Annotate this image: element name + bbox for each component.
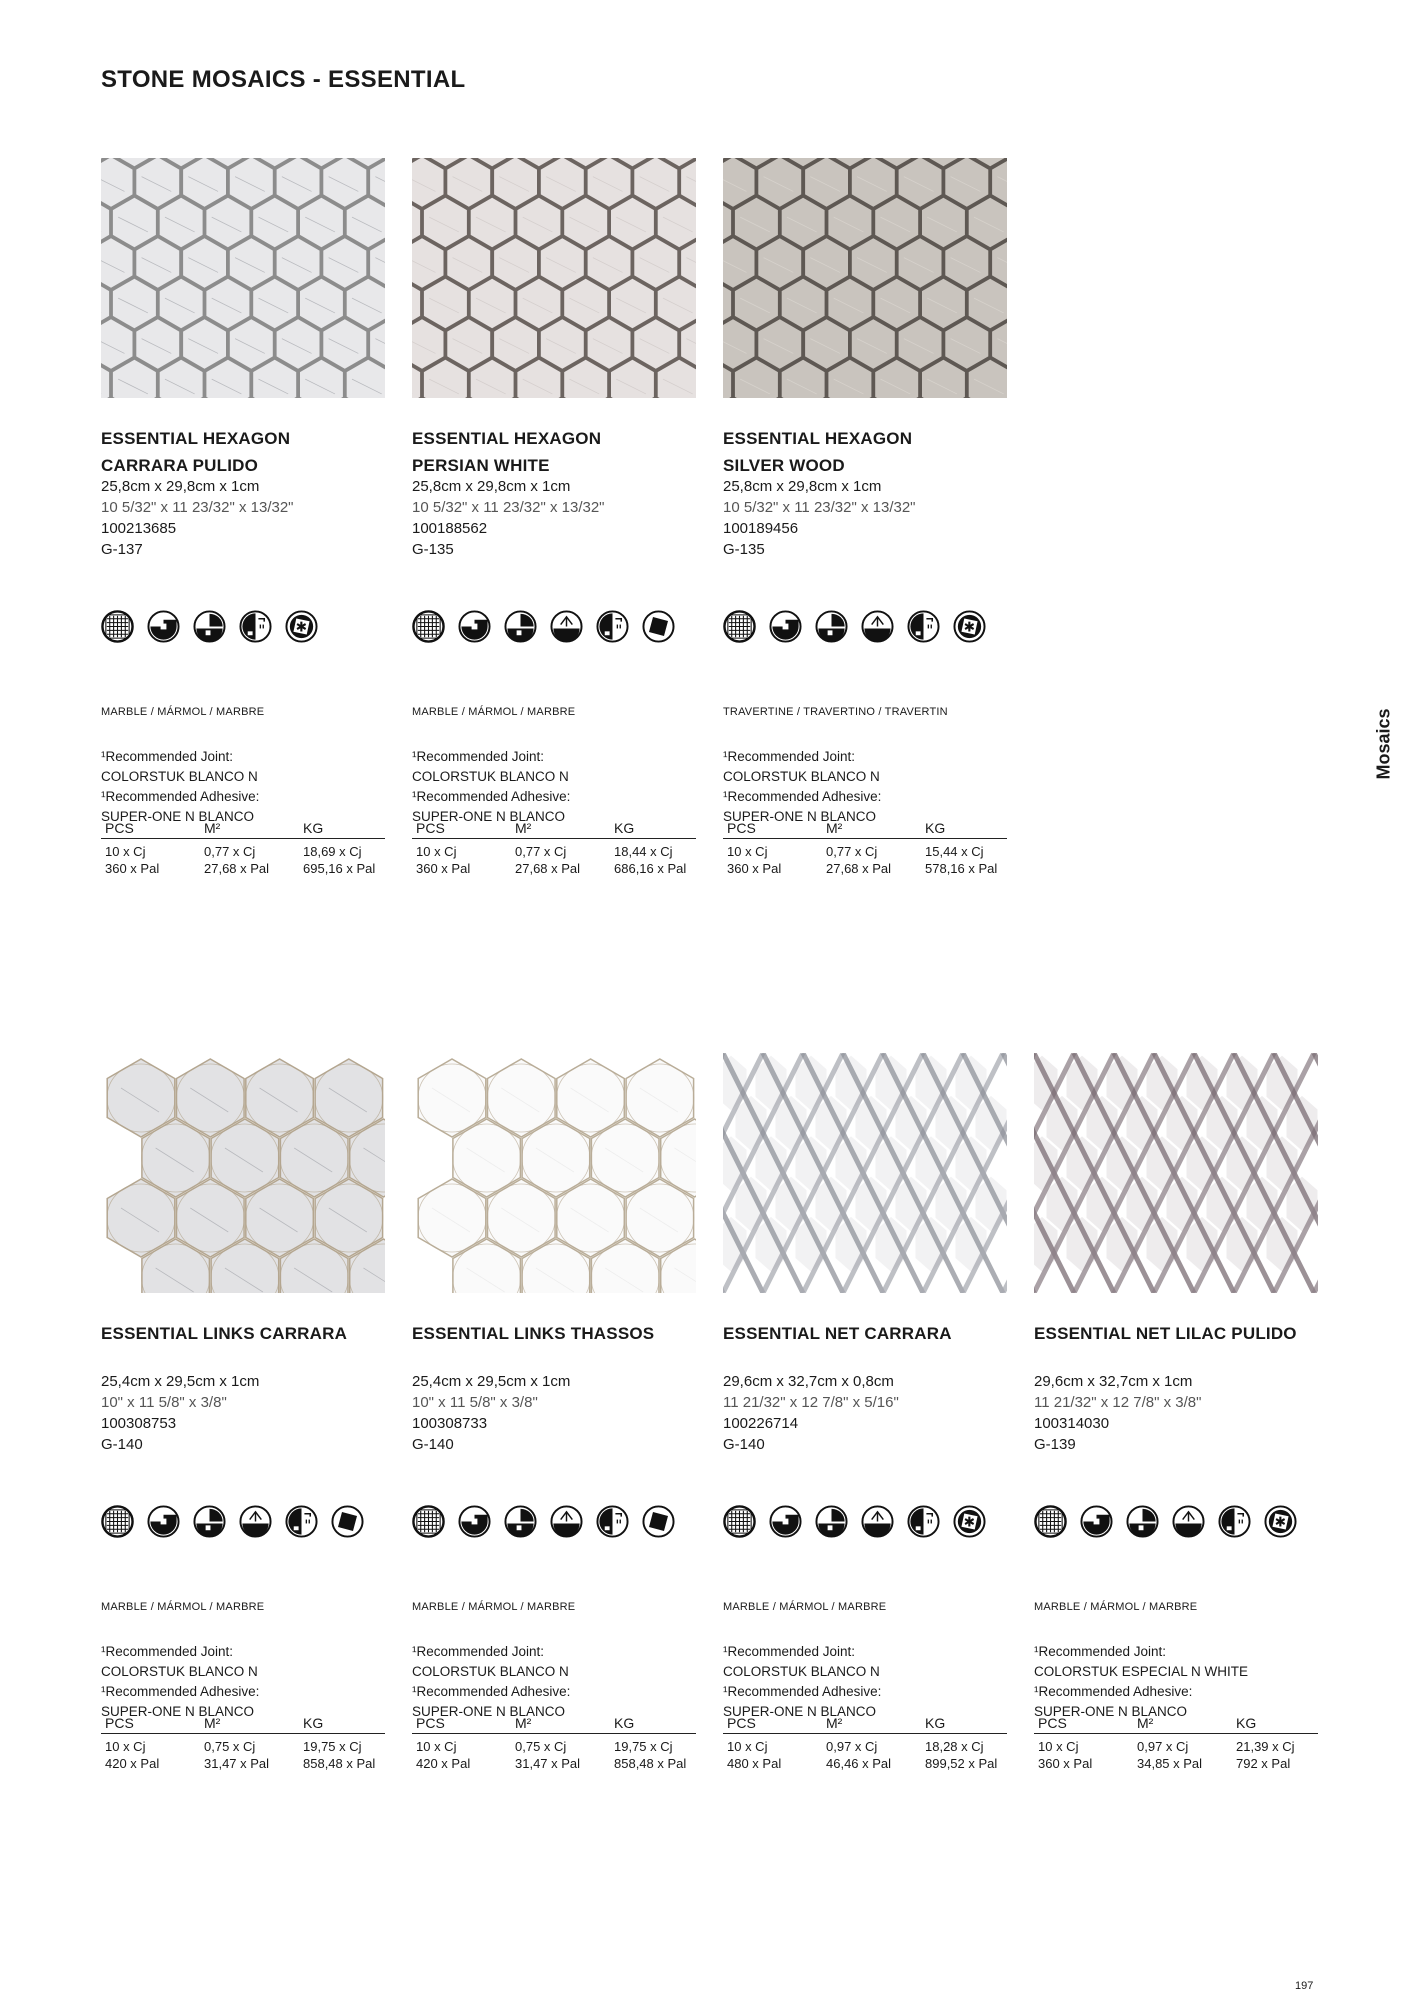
kg-cell: 18,28 x Cj	[925, 1739, 984, 1754]
packaging-header-row	[101, 1715, 385, 1734]
usage-icons	[723, 1505, 986, 1539]
joint-value: COLORSTUK BLANCO N	[723, 1664, 880, 1679]
outdoor-icon	[861, 610, 894, 643]
header-kg: KG	[610, 1715, 696, 1734]
wall-icon	[147, 1505, 180, 1538]
floor-icon	[193, 1505, 226, 1538]
m2-cell: 27,68 x Pal	[204, 861, 270, 876]
pcs-cell: 10 x Cj	[105, 1739, 146, 1754]
m2-cell: 31,47 x Pal	[515, 1756, 581, 1771]
product-specs	[723, 1371, 899, 1455]
floor-icon	[1126, 1505, 1159, 1538]
product-specs	[1034, 1371, 1201, 1455]
usage-icons	[101, 1505, 364, 1539]
tile-image	[723, 1053, 1007, 1293]
pcs-cell: 420 x Pal	[416, 1756, 471, 1771]
packaging-row	[723, 1755, 1007, 1772]
product-name-line2: PERSIAN WHITE	[412, 456, 550, 475]
product-image	[101, 158, 385, 398]
pcs-cell: 10 x Cj	[416, 1739, 457, 1754]
size-metric: 25,4cm x 29,5cm x 1cm	[412, 1373, 571, 1390]
square-tile-icon	[331, 1505, 364, 1538]
product-group: G-135	[412, 541, 454, 558]
product-name	[412, 1320, 702, 1347]
packaging-header-row	[412, 1715, 696, 1734]
product-group: G-140	[412, 1436, 454, 1453]
header-kg: KG	[921, 820, 1007, 839]
adhesive-value: SUPER-ONE N BLANCO	[412, 809, 566, 824]
header-kg: KG	[299, 1715, 385, 1734]
packaging-table	[723, 820, 1007, 877]
page-title: STONE MOSAICS - ESSENTIAL	[101, 66, 466, 93]
recommendations	[412, 1642, 570, 1722]
m2-cell: 0,77 x Cj	[204, 844, 256, 859]
square-tile-icon	[642, 1505, 675, 1538]
product-specs	[412, 476, 605, 560]
header-m2: M²	[511, 820, 610, 839]
pcs-cell: 10 x Cj	[727, 1739, 768, 1754]
joint-label: ¹Recommended Joint:	[412, 1644, 545, 1659]
product-code: 100213685	[101, 520, 177, 537]
packaging-table	[101, 1715, 385, 1772]
usage-icons	[412, 1505, 675, 1539]
header-pcs: PCS	[412, 820, 511, 839]
floor-icon	[193, 610, 226, 643]
joint-label: ¹Recommended Joint:	[723, 1644, 856, 1659]
material-type: MARBLE / MÁRMOL / MARBRE	[723, 1601, 887, 1613]
header-m2: M²	[822, 1715, 921, 1734]
m2-cell: 31,47 x Pal	[204, 1756, 270, 1771]
m2-cell: 0,75 x Cj	[204, 1739, 256, 1754]
wall-icon	[147, 610, 180, 643]
adhesive-label: ¹Recommended Adhesive:	[412, 789, 571, 804]
material-type: TRAVERTINE / TRAVERTINO / TRAVERTIN	[723, 706, 948, 718]
product-name-line1: ESSENTIAL NET CARRARA	[723, 1324, 952, 1343]
header-kg: KG	[1232, 1715, 1318, 1734]
kg-cell: 19,75 x Cj	[614, 1739, 673, 1754]
size-metric: 25,4cm x 29,5cm x 1cm	[101, 1373, 260, 1390]
floor-icon	[504, 610, 537, 643]
size-metric: 29,6cm x 32,7cm x 0,8cm	[723, 1373, 894, 1390]
product-specs	[723, 476, 916, 560]
product-code: 100189456	[723, 520, 799, 537]
frost-icon	[285, 610, 318, 643]
pcs-cell: 420 x Pal	[105, 1756, 160, 1771]
pcs-cell: 10 x Cj	[1038, 1739, 1079, 1754]
wall-icon	[1080, 1505, 1113, 1538]
shower-icon	[285, 1505, 318, 1538]
m2-cell: 34,85 x Pal	[1137, 1756, 1203, 1771]
product-group: G-137	[101, 541, 143, 558]
material-type: MARBLE / MÁRMOL / MARBRE	[1034, 1601, 1198, 1613]
shower-icon	[596, 610, 629, 643]
usage-icons	[723, 610, 986, 644]
wall-icon	[769, 1505, 802, 1538]
joint-value: COLORSTUK ESPECIAL N WHITE	[1034, 1664, 1249, 1679]
kg-cell: 18,69 x Cj	[303, 844, 362, 859]
joint-label: ¹Recommended Joint:	[1034, 1644, 1167, 1659]
frost-icon	[953, 610, 986, 643]
size-metric: 25,8cm x 29,8cm x 1cm	[101, 478, 260, 495]
m2-cell: 0,97 x Cj	[826, 1739, 878, 1754]
header-pcs: PCS	[101, 1715, 200, 1734]
net-strip	[1003, 1053, 1007, 1293]
shower-icon	[239, 610, 272, 643]
joint-value: COLORSTUK BLANCO N	[723, 769, 880, 784]
kg-cell: 686,16 x Pal	[614, 861, 687, 876]
floor-icon	[504, 1505, 537, 1538]
joint-value: COLORSTUK BLANCO N	[412, 1664, 569, 1679]
material-type: MARBLE / MÁRMOL / MARBRE	[412, 1601, 576, 1613]
pcs-cell: 10 x Cj	[105, 844, 146, 859]
material-type: MARBLE / MÁRMOL / MARBRE	[412, 706, 576, 718]
m2-cell: 0,77 x Cj	[826, 844, 878, 859]
joint-label: ¹Recommended Joint:	[412, 749, 545, 764]
size-imperial: 11 21/32" x 12 7/8" x 5/16"	[723, 1394, 899, 1411]
packaging-row	[723, 860, 1007, 877]
frost-icon	[953, 1505, 986, 1538]
packaging-header-row	[412, 820, 696, 839]
pcs-cell: 360 x Pal	[1038, 1756, 1093, 1771]
header-m2: M²	[200, 1715, 299, 1734]
mesh-icon	[101, 610, 134, 643]
recommendations	[412, 747, 570, 827]
joint-value: COLORSTUK BLANCO N	[101, 769, 258, 784]
product-image	[412, 158, 696, 398]
kg-cell: 858,48 x Pal	[303, 1756, 376, 1771]
kg-cell: 578,16 x Pal	[925, 861, 998, 876]
wall-icon	[458, 610, 491, 643]
m2-cell: 0,77 x Cj	[515, 844, 567, 859]
adhesive-value: SUPER-ONE N BLANCO	[1034, 1704, 1188, 1719]
size-imperial: 10" x 11 5/8" x 3/8"	[412, 1394, 538, 1411]
tile-image	[1034, 1053, 1318, 1293]
tile-image	[412, 1053, 696, 1293]
adhesive-value: SUPER-ONE N BLANCO	[101, 1704, 255, 1719]
pcs-cell: 360 x Pal	[105, 861, 160, 876]
packaging-table	[101, 820, 385, 877]
product-specs	[412, 1371, 570, 1455]
packaging-table	[412, 1715, 696, 1772]
kg-cell: 15,44 x Cj	[925, 844, 984, 859]
product-group: G-139	[1034, 1436, 1076, 1453]
svg-text:✱: ✱	[1274, 1514, 1287, 1531]
svg-text:✱: ✱	[963, 619, 976, 636]
mesh-icon	[412, 610, 445, 643]
m2-cell: 27,68 x Pal	[515, 861, 581, 876]
product-group: G-140	[101, 1436, 143, 1453]
joint-value: COLORSTUK BLANCO N	[412, 769, 569, 784]
adhesive-value: SUPER-ONE N BLANCO	[412, 1704, 566, 1719]
size-metric: 29,6cm x 32,7cm x 1cm	[1034, 1373, 1193, 1390]
product-image	[723, 158, 1007, 398]
packaging-table	[1034, 1715, 1318, 1772]
product-group: G-140	[723, 1436, 765, 1453]
tile-image	[723, 158, 1007, 398]
product-image	[1034, 1053, 1318, 1293]
product-name-line1: ESSENTIAL LINKS CARRARA	[101, 1324, 348, 1343]
kg-cell: 899,52 x Pal	[925, 1756, 998, 1771]
m2-cell: 0,75 x Cj	[515, 1739, 567, 1754]
m2-cell: 0,97 x Cj	[1137, 1739, 1189, 1754]
size-imperial: 10 5/32" x 11 23/32" x 13/32"	[723, 499, 916, 516]
product-specs	[101, 1371, 259, 1455]
product-code: 100314030	[1034, 1415, 1110, 1432]
m2-cell: 46,46 x Pal	[826, 1756, 892, 1771]
product-name-line2: SILVER WOOD	[723, 456, 845, 475]
tile-image	[101, 158, 385, 398]
wall-icon	[458, 1505, 491, 1538]
packaging-row	[723, 1734, 1007, 1756]
product-name	[723, 425, 1013, 479]
product-code: 100308753	[101, 1415, 177, 1432]
product-name-line1: ESSENTIAL HEXAGON	[723, 429, 913, 448]
recommendations	[723, 1642, 881, 1722]
product-name	[723, 1320, 1013, 1347]
size-metric: 25,8cm x 29,8cm x 1cm	[412, 478, 571, 495]
adhesive-value: SUPER-ONE N BLANCO	[101, 809, 255, 824]
header-pcs: PCS	[723, 1715, 822, 1734]
product-specs	[101, 476, 294, 560]
outdoor-icon	[550, 1505, 583, 1538]
recommendations	[101, 747, 259, 827]
packaging-row	[101, 1734, 385, 1756]
tile-image	[412, 158, 696, 398]
packaging-header-row	[1034, 1715, 1318, 1734]
material-type: MARBLE / MÁRMOL / MARBRE	[101, 1601, 265, 1613]
pcs-cell: 10 x Cj	[416, 844, 457, 859]
net-strip	[1314, 1053, 1318, 1293]
adhesive-label: ¹Recommended Adhesive:	[723, 789, 882, 804]
wall-icon	[769, 610, 802, 643]
size-imperial: 10 5/32" x 11 23/32" x 13/32"	[412, 499, 605, 516]
kg-cell: 19,75 x Cj	[303, 1739, 362, 1754]
packaging-row	[101, 1755, 385, 1772]
usage-icons	[101, 610, 318, 644]
product-code: 100308733	[412, 1415, 488, 1432]
packaging-header-row	[101, 820, 385, 839]
pcs-cell: 480 x Pal	[727, 1756, 782, 1771]
size-imperial: 10 5/32" x 11 23/32" x 13/32"	[101, 499, 294, 516]
outdoor-icon	[1172, 1505, 1205, 1538]
packaging-row	[101, 860, 385, 877]
header-pcs: PCS	[412, 1715, 511, 1734]
packaging-row	[412, 1755, 696, 1772]
outdoor-icon	[550, 610, 583, 643]
size-metric: 25,8cm x 29,8cm x 1cm	[723, 478, 882, 495]
packaging-row	[1034, 1755, 1318, 1772]
recommendations	[101, 1642, 259, 1722]
product-name	[101, 1320, 391, 1347]
product-name-line1: ESSENTIAL HEXAGON	[412, 429, 602, 448]
size-imperial: 11 21/32" x 12 7/8" x 3/8"	[1034, 1394, 1202, 1411]
product-image	[101, 1053, 385, 1293]
packaging-row	[1034, 1734, 1318, 1756]
product-name	[412, 425, 702, 479]
header-pcs: PCS	[723, 820, 822, 839]
recommendations	[723, 747, 881, 827]
joint-value: COLORSTUK BLANCO N	[101, 1664, 258, 1679]
shower-icon	[907, 1505, 940, 1538]
product-name-line1: ESSENTIAL HEXAGON	[101, 429, 291, 448]
header-m2: M²	[200, 820, 299, 839]
adhesive-label: ¹Recommended Adhesive:	[101, 1684, 260, 1699]
mesh-icon	[723, 610, 756, 643]
packaging-row	[412, 839, 696, 861]
section-side-label: Mosaics	[1373, 708, 1394, 780]
product-image	[723, 1053, 1007, 1293]
kg-cell: 792 x Pal	[1236, 1756, 1291, 1771]
header-pcs: PCS	[1034, 1715, 1133, 1734]
product-name-line1: ESSENTIAL LINKS THASSOS	[412, 1324, 655, 1343]
packaging-header-row	[723, 1715, 1007, 1734]
square-tile-icon	[642, 610, 675, 643]
size-imperial: 10" x 11 5/8" x 3/8"	[101, 1394, 227, 1411]
floor-icon	[815, 1505, 848, 1538]
header-m2: M²	[1133, 1715, 1232, 1734]
product-name-line2: CARRARA PULIDO	[101, 456, 259, 475]
page-number: 197	[1295, 1980, 1314, 1992]
header-kg: KG	[921, 1715, 1007, 1734]
adhesive-label: ¹Recommended Adhesive:	[1034, 1684, 1193, 1699]
mesh-icon	[412, 1505, 445, 1538]
net-strip	[1003, 1053, 1007, 1293]
kg-cell: 21,39 x Cj	[1236, 1739, 1295, 1754]
header-pcs: PCS	[101, 820, 200, 839]
mesh-icon	[1034, 1505, 1067, 1538]
packaging-row	[412, 1734, 696, 1756]
material-type: MARBLE / MÁRMOL / MARBRE	[101, 706, 265, 718]
product-image	[412, 1053, 696, 1293]
packaging-row	[723, 839, 1007, 861]
net-strip	[1314, 1053, 1318, 1293]
m2-cell: 27,68 x Pal	[826, 861, 892, 876]
shower-icon	[596, 1505, 629, 1538]
product-code: 100188562	[412, 520, 488, 537]
packaging-table	[723, 1715, 1007, 1772]
joint-label: ¹Recommended Joint:	[101, 1644, 234, 1659]
usage-icons	[412, 610, 675, 644]
floor-icon	[815, 610, 848, 643]
packaging-header-row	[723, 820, 1007, 839]
adhesive-label: ¹Recommended Adhesive:	[101, 789, 260, 804]
tile-image	[101, 1053, 385, 1293]
adhesive-value: SUPER-ONE N BLANCO	[723, 809, 877, 824]
shower-icon	[907, 610, 940, 643]
svg-text:✱: ✱	[295, 619, 308, 636]
product-name	[1034, 1320, 1324, 1347]
packaging-row	[412, 860, 696, 877]
joint-label: ¹Recommended Joint:	[101, 749, 234, 764]
mesh-icon	[723, 1505, 756, 1538]
kg-cell: 695,16 x Pal	[303, 861, 376, 876]
frost-icon	[1264, 1505, 1297, 1538]
product-code: 100226714	[723, 1415, 799, 1432]
kg-cell: 18,44 x Cj	[614, 844, 673, 859]
header-m2: M²	[822, 820, 921, 839]
product-group: G-135	[723, 541, 765, 558]
recommendations	[1034, 1642, 1248, 1722]
outdoor-icon	[861, 1505, 894, 1538]
adhesive-label: ¹Recommended Adhesive:	[412, 1684, 571, 1699]
pcs-cell: 360 x Pal	[727, 861, 782, 876]
joint-label: ¹Recommended Joint:	[723, 749, 856, 764]
header-kg: KG	[299, 820, 385, 839]
pcs-cell: 360 x Pal	[416, 861, 471, 876]
mesh-icon	[101, 1505, 134, 1538]
packaging-row	[101, 839, 385, 861]
adhesive-label: ¹Recommended Adhesive:	[723, 1684, 882, 1699]
usage-icons	[1034, 1505, 1297, 1539]
product-name	[101, 425, 391, 479]
header-kg: KG	[610, 820, 696, 839]
outdoor-icon	[239, 1505, 272, 1538]
shower-icon	[1218, 1505, 1251, 1538]
product-name-line1: ESSENTIAL NET LILAC PULIDO	[1034, 1324, 1297, 1343]
adhesive-value: SUPER-ONE N BLANCO	[723, 1704, 877, 1719]
header-m2: M²	[511, 1715, 610, 1734]
packaging-table	[412, 820, 696, 877]
svg-text:✱: ✱	[963, 1514, 976, 1531]
kg-cell: 858,48 x Pal	[614, 1756, 687, 1771]
pcs-cell: 10 x Cj	[727, 844, 768, 859]
